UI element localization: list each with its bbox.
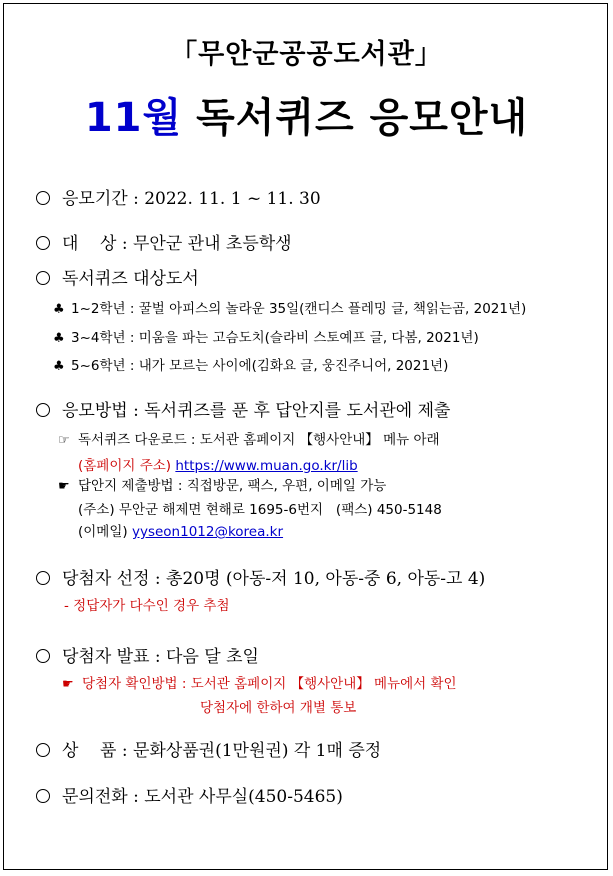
circle-bullet-icon <box>36 649 50 663</box>
contact-row <box>36 782 343 807</box>
books-row <box>36 264 199 289</box>
target-text: 대 상 : 무안군 관내 초등학생 <box>62 234 292 254</box>
heading-label: 독서퀴즈 응모안내 <box>196 95 529 141</box>
hand-pointer-icon: ☞ <box>58 433 70 448</box>
method-row <box>36 396 450 421</box>
submit-text: 답안지 제출방법 : 직접방문, 팩스, 우편, 이메일 가능 <box>78 478 387 494</box>
address-text: (주소) 무안군 해제면 현해로 1695-6번지 (팩스) 450-5148 <box>78 502 442 518</box>
circle-bullet-icon <box>36 571 50 585</box>
submit-row <box>58 474 386 494</box>
circle-bullet-icon <box>36 789 50 803</box>
check-text: 당첨자 확인방법 : 도서관 홈페이지 【행사안내】 메뉴에서 확인 <box>82 676 457 692</box>
prize-text: 상 품 : 문화상품권(1만원권) 각 1매 증정 <box>62 741 382 761</box>
club-icon: ♣ <box>53 302 65 317</box>
download-text: 독서퀴즈 다운로드 : 도서관 홈페이지 【행사안내】 메뉴 아래 <box>78 432 440 448</box>
page-title <box>0 86 613 143</box>
download-row <box>58 428 440 448</box>
month-label: 11월 <box>84 95 183 141</box>
books-label: 독서퀴즈 대상도서 <box>62 269 199 289</box>
book-item-text: 3~4학년 : 미움을 파는 고슴도치(슬라비 스토예프 글, 다봄, 2021년) <box>71 330 479 346</box>
library-title: 「무안군공공도서관」 <box>170 39 443 70</box>
homepage-label: (홈페이지 주소) <box>78 458 172 474</box>
announce-row <box>36 642 259 667</box>
announce-text: 당첨자 발표 : 다음 달 초일 <box>62 647 259 667</box>
circle-bullet-icon <box>36 743 50 757</box>
method-text: 응모방법 : 독서퀴즈를 푼 후 답안지를 도서관에 제출 <box>62 401 451 421</box>
period-text: 응모기간 : 2022. 11. 1 ~ 11. 30 <box>62 189 321 209</box>
circle-bullet-icon <box>36 271 50 285</box>
target-row <box>36 229 292 254</box>
book-item-text: 1~2학년 : 꿀벌 아피스의 놀라운 35일(캔디스 플레밍 글, 책읽는곰, 2021년) <box>71 301 527 317</box>
book-item-text: 5~6학년 : 내가 모르는 사이에(김화요 글, 웅진주니어, 2021년) <box>71 358 449 374</box>
winners-text: 당첨자 선정 : 총20명 (아동-저 10, 아동-중 6, 아동-고 4) <box>62 569 486 589</box>
hand-pointer-icon: ☛ <box>58 479 70 494</box>
circle-bullet-icon <box>36 236 50 250</box>
circle-bullet-icon <box>36 403 50 417</box>
circle-bullet-icon <box>36 191 50 205</box>
club-icon: ♣ <box>53 359 65 374</box>
book-item <box>53 326 479 346</box>
winners-row <box>36 564 485 589</box>
period-row <box>36 184 321 209</box>
email-link[interactable]: yyseon1012@korea.kr <box>131 524 284 540</box>
contact-text: 문의전화 : 도서관 사무실(450-5465) <box>62 787 343 807</box>
check-note: 당첨자에 한하여 개별 통보 <box>200 700 357 716</box>
prize-row <box>36 736 381 761</box>
homepage-row <box>78 454 358 474</box>
hand-pointer-icon: ☛ <box>62 677 74 692</box>
book-item <box>53 354 448 374</box>
email-label: (이메일) <box>78 524 128 540</box>
check-row <box>62 672 457 692</box>
winners-note: - 정답자가 다수인 경우 추첨 <box>64 598 230 614</box>
homepage-link[interactable]: https://www.muan.go.kr/lib <box>175 458 358 474</box>
club-icon: ♣ <box>53 331 65 346</box>
email-row <box>78 520 283 540</box>
book-item <box>53 297 526 317</box>
